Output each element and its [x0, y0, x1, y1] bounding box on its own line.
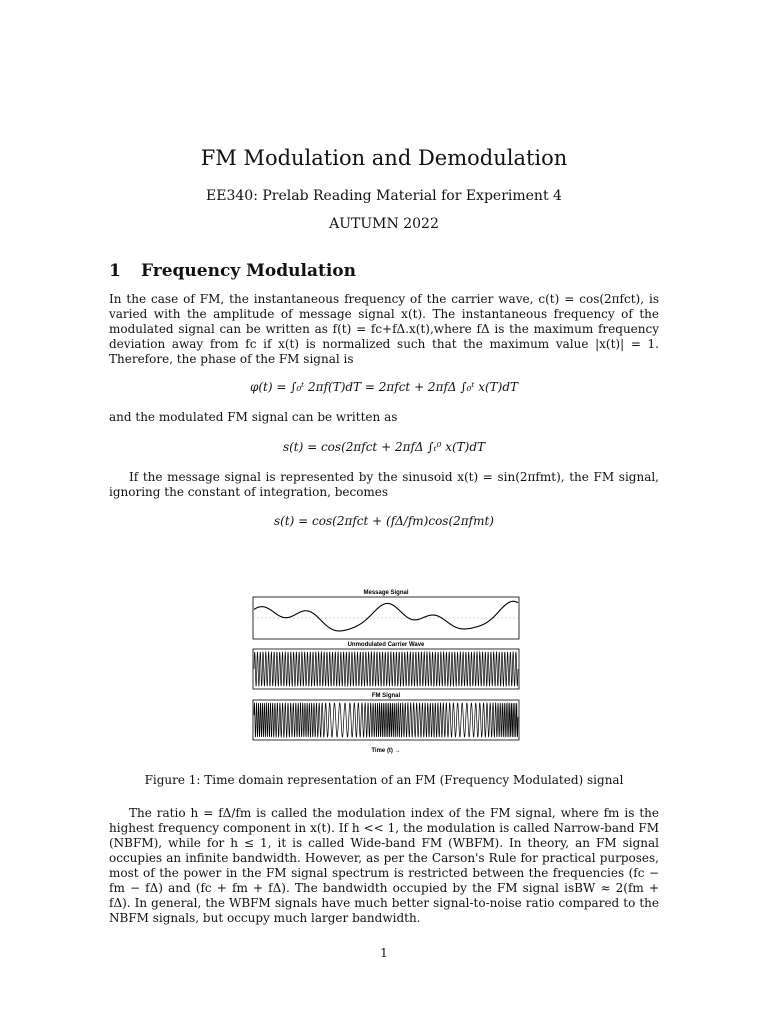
- figure-svg: [250, 585, 522, 757]
- figure-caption: Figure 1: Time domain representation of an FM (Frequency Modulated) signal: [144, 773, 624, 787]
- panel-carrier-title: Unmodulated Carrier Wave: [347, 642, 425, 648]
- paragraph-2: and the modulated FM signal can be written as: [109, 410, 398, 424]
- time-axis-label: Time (t) →: [371, 748, 401, 754]
- document-date: AUTUMN 2022: [329, 216, 439, 232]
- section-title: Frequency Modulation: [141, 261, 356, 281]
- paragraph-3: If the message signal is represented by the sinusoid x(t) = sin(2πfmt), the FM signal, ignoring the constant of integration, becomes: [109, 470, 659, 499]
- equation-sinusoid-fm: s(t) = cos(2πfct + (fΔ/fm)cos(2πfmt): [274, 514, 494, 528]
- section-heading: [109, 261, 356, 281]
- page-number: 1: [380, 946, 388, 960]
- equation-fm-signal: s(t) = cos(2πfct + 2πfΔ ∫ₜ⁰ x(T)dT: [282, 440, 486, 454]
- panel-message-title: Message Signal: [363, 590, 409, 596]
- paragraph-1: In the case of FM, the instantaneous frequency of the carrier wave, c(t) = cos(2πfct), is varied with the amplitude of message signal x(t). The instantaneous frequency of the modulated signal can be written as f(t) = fc+fΔ.x(t),where fΔ is the maximum frequency deviation away from fc if x(t) is normalized such that the maximum value |x(t)| = 1. Therefore, the phase of the FM signal is: [109, 292, 659, 366]
- equation-phase: φ(t) = ∫₀ᵗ 2πf(T)dT = 2πfct + 2πfΔ ∫₀ᵗ x(T)dT: [249, 380, 519, 394]
- paragraph-4: The ratio h = fΔ/fm is called the modulation index of the FM signal, where fm is the highest frequency component in x(t). If h << 1, the modulation is called Narrow-band FM (NBFM), while for h ≤ 1, it is called Wide-band FM (WBFM). In theory, an FM signal occupies an infinite bandwidth. However, as per the Carson's Rule for practical purposes, most of the power in the FM signal spectrum is restricted between the frequencies (fc − fm − fΔ) and (fc + fm + fΔ). The bandwidth occupied by the FM signal isBW ≈ 2(fm + fΔ). In general, the WBFM signals have much better signal-to-noise ratio compared to the NBFM signals, but occupy much larger bandwidth.: [109, 806, 659, 925]
- document-title: FM Modulation and Demodulation: [200, 146, 568, 170]
- panel-fm-title: FM Signal: [371, 693, 401, 699]
- section-number: 1: [109, 261, 121, 281]
- document-subtitle: EE340: Prelab Reading Material for Experiment 4: [206, 188, 562, 204]
- figure-fm-time-domain: [250, 585, 522, 757]
